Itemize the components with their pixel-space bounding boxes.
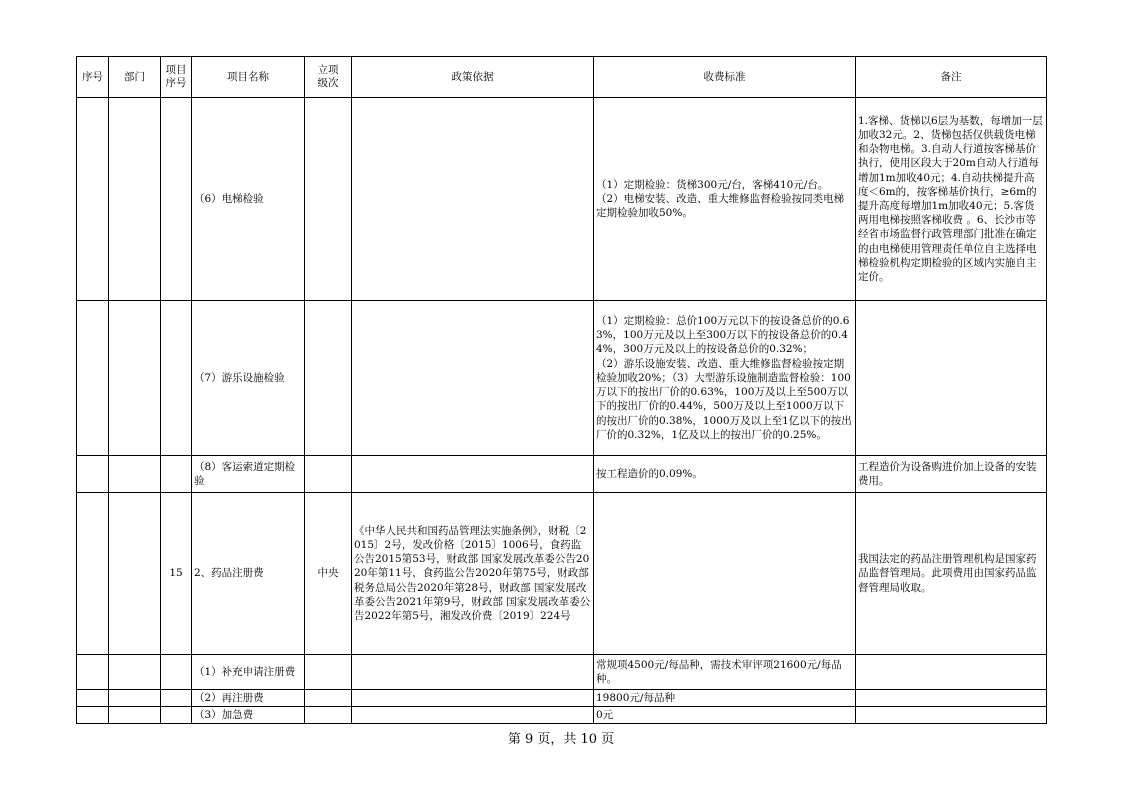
cell-dept: [109, 707, 161, 724]
header-dept: 部门: [109, 57, 161, 98]
header-item-name: 项目名称: [192, 57, 305, 98]
cell-level: 中央: [305, 493, 352, 655]
cell-standard: （1）定期检验：货梯300元/台，客梯410元/台。 （2）电梯安装、改造、重大维修监督检验按同类电梯定期检验加收50%。: [594, 98, 856, 301]
cell-seq: [77, 456, 109, 493]
cell-standard: 按工程造价的0.09%。: [594, 456, 856, 493]
cell-seq: [77, 655, 109, 690]
cell-item-seq: [161, 98, 192, 301]
cell-level: [305, 301, 352, 456]
cell-remark: 工程造价为设备购进价加上设备的安装费用。: [856, 456, 1047, 493]
cell-policy: 《中华人民共和国药品管理法实施条例》，财税〔2015〕2号，发改价格〔2015〕1006号，食药监公告2015第53号，财政部 国家发展改革委公告2020年第11号，食药监公告2020年第75号，财政部 税务总局公告2020年第28号，财政部 国家发展改革委公告2021年第9号，财政部 国家发展改革委公告2022年第5号，湘发改价费〔2019〕224号: [352, 493, 594, 655]
cell-item-seq: [161, 301, 192, 456]
cell-item-seq: [161, 690, 192, 707]
header-remark: 备注: [856, 57, 1047, 98]
cell-dept: [109, 493, 161, 655]
cell-seq: [77, 98, 109, 301]
cell-level: [305, 690, 352, 707]
cell-item-seq: [161, 655, 192, 690]
cell-item-name: （8）客运索道定期检验: [192, 456, 305, 493]
header-level: 立项 级次: [305, 57, 352, 98]
cell-dept: [109, 690, 161, 707]
cell-remark: 1.客梯、货梯以6层为基数，每增加一层加收32元。2、货梯包括仅供载货电梯和杂物电梯。3.自动人行道按客梯基价执行，使用区段大于20m自动人行道每增加1m加收40元；4.自动扶梯提升高度＜6m的，按客梯基价执行，≥6m的提升高度每增加1m加收40元；5.客货两用电梯按照客梯收费 。6、长沙市等经省市场监督行政管理部门批准在确定的由电梯使用管理责任单位自主选择电梯检验机构定期检验的区域内实施自主定价。: [856, 98, 1047, 301]
cell-seq: [77, 707, 109, 724]
cell-item-name: （2）再注册费: [192, 690, 305, 707]
fee-table: [76, 56, 1047, 724]
header-standard: 收费标准: [594, 57, 856, 98]
cell-remark: [856, 707, 1047, 724]
cell-level: [305, 655, 352, 690]
cell-item-seq: 15: [161, 493, 192, 655]
cell-policy: [352, 98, 594, 301]
cell-level: [305, 707, 352, 724]
table-row: [77, 301, 1047, 456]
cell-seq: [77, 493, 109, 655]
cell-item-name: （3）加急费: [192, 707, 305, 724]
cell-seq: [77, 690, 109, 707]
cell-level: [305, 456, 352, 493]
cell-item-name: （6）电梯检验: [192, 98, 305, 301]
cell-dept: [109, 98, 161, 301]
page-footer: 第 9 页，共 10 页: [507, 732, 615, 747]
cell-standard: 19800元/每品种: [594, 690, 856, 707]
cell-standard: [594, 493, 856, 655]
cell-policy: [352, 456, 594, 493]
cell-item-name: （1）补充申请注册费: [192, 655, 305, 690]
cell-dept: [109, 301, 161, 456]
header-seq: 序号: [77, 57, 109, 98]
cell-remark: [856, 301, 1047, 456]
cell-policy: [352, 707, 594, 724]
cell-level: [305, 98, 352, 301]
cell-policy: [352, 655, 594, 690]
cell-policy: [352, 690, 594, 707]
cell-dept: [109, 456, 161, 493]
cell-item-seq: [161, 456, 192, 493]
cell-remark: [856, 655, 1047, 690]
table-row: [77, 707, 1047, 724]
cell-seq: [77, 301, 109, 456]
table-header-row: [77, 57, 1047, 98]
cell-item-name: （7）游乐设施检验: [192, 301, 305, 456]
cell-remark: 我国法定的药品注册管理机构是国家药品监督管理局。此项费用由国家药品监督管理局收取。: [856, 493, 1047, 655]
table-row: [77, 655, 1047, 690]
cell-remark: [856, 690, 1047, 707]
table-row: [77, 98, 1047, 301]
cell-standard: 0元: [594, 707, 856, 724]
cell-policy: [352, 301, 594, 456]
table-row: [77, 456, 1047, 493]
cell-item-seq: [161, 707, 192, 724]
cell-dept: [109, 655, 161, 690]
header-policy: 政策依据: [352, 57, 594, 98]
table-row: [77, 690, 1047, 707]
cell-standard: 常规项4500元/每品种，需技术审评项21600元/每品种。: [594, 655, 856, 690]
cell-standard: （1）定期检验：总价100万元以下的按设备总价的0.63%，100万元及以上至300万以下的按设备总价的0.44%，300万元及以上的按设备总价的0.32%； （2）游乐设施安装、改造、重大维修监督检验按定期检验加收20%；（3）大型游乐设施制造监督检验：100万以下的按出厂价的0.63%，100万及以上至500万以下的按出厂价的0.44%，500万及以上至1000万以下的按出厂价的0.38%，1000万及以上至1亿以下的按出厂价的0.32%，1亿及以上的按出厂价的0.25%。: [594, 301, 856, 456]
cell-item-name: 2、药品注册费: [192, 493, 305, 655]
table-row: [77, 493, 1047, 655]
header-item-seq: 项目 序号: [161, 57, 192, 98]
